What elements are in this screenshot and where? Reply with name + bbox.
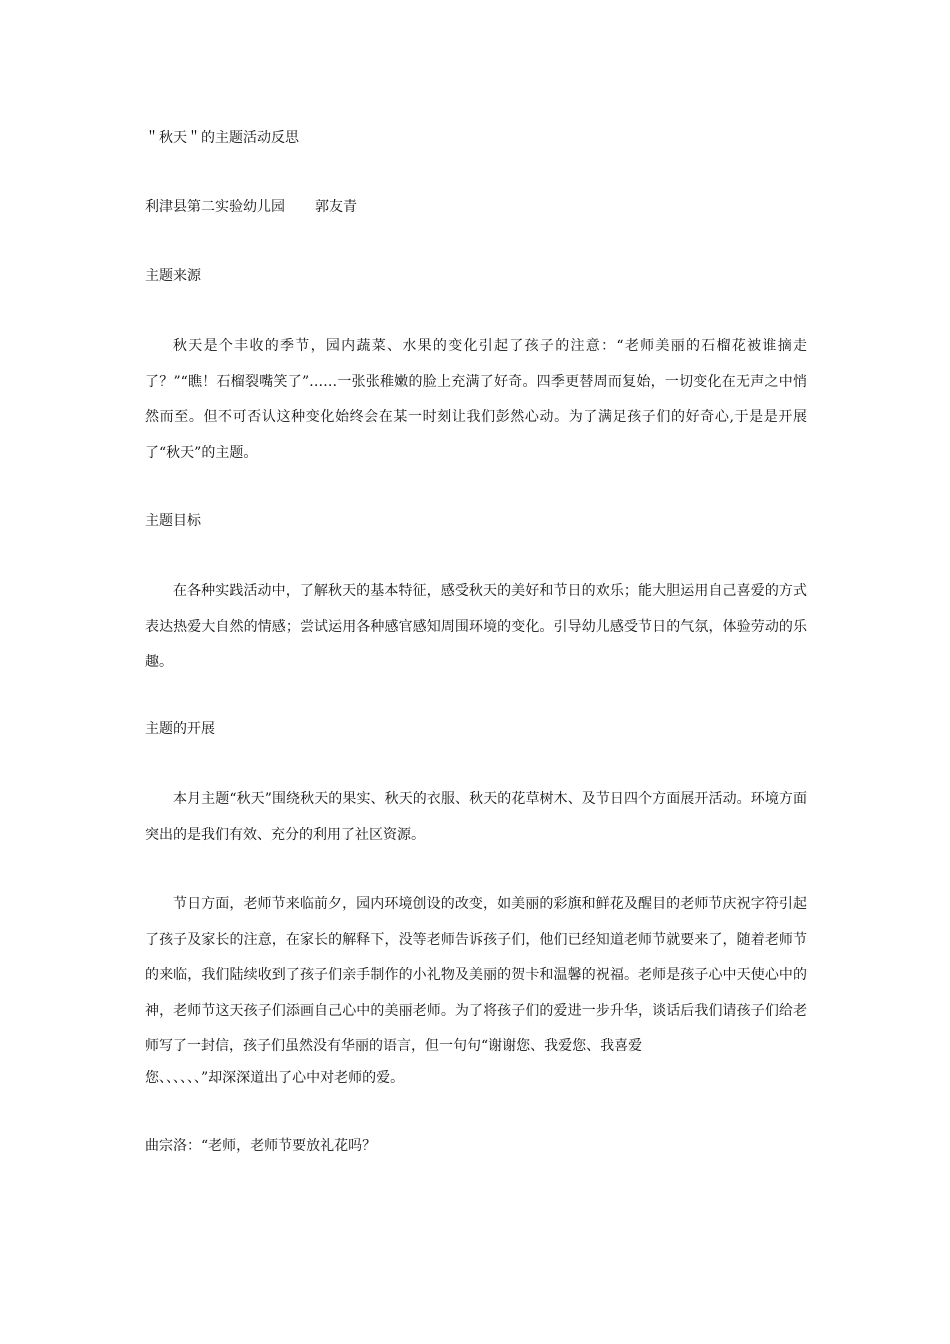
document-title: ＂秋天＂的主题活动反思 <box>145 130 299 146</box>
section-heading-development: 主题的开展 <box>145 721 215 737</box>
author-name: 郭友青 <box>315 199 357 215</box>
author-line <box>145 199 357 215</box>
author-organization: 利津县第二实验幼儿园 <box>145 199 285 215</box>
dialogue-line: 曲宗洛：“老师，老师节要放礼花吗？ <box>145 1138 377 1154</box>
section-heading-goal: 主题目标 <box>145 513 201 529</box>
paragraph-goal: 在各种实践活动中，了解秋天的基本特征，感受秋天的美好和节日的欢乐；能大胆运用自己喜爱的方式表达热爱大自然的情感；尝试运用各种感官感知周围环境的变化。引导幼儿感受节日的气氛，体验劳动的乐趣。 <box>145 583 807 670</box>
paragraph-festival: 节日方面，老师节来临前夕，园内环境创设的改变，如美丽的彩旗和鲜花及醒目的老师节庆祝字符引起了孩子及家长的注意，在家长的解释下，没等老师告诉孩子们，他们已经知道老师节就要来了，随着老师节的来临，我们陆续收到了孩子们亲手制作的小礼物及美丽的贺卡和温馨的祝福。老师是孩子心中天使心中的神，老师节这天孩子们添画自己心中的美丽老师。为了将孩子们的爱进一步升华，谈话后我们请孩子们给老师写了一封信，孩子们虽然没有华丽的语言，但一句句“谢谢您、我爱您、我喜爱 <box>145 896 807 1054</box>
paragraph-source: 秋天是个丰收的季节，园内蔬菜、水果的变化引起了孩子的注意：“老师美丽的石榴花被谁摘走了？”“瞧！石榴裂嘴笑了”……一张张稚嫩的脸上充满了好奇。四季更替周而复始，一切变化在无声之中悄然而至。但不可否认这种变化始终会在某一时刻让我们彭然心动。为了满足孩子们的好奇心,于是是开展了“秋天”的主题。 <box>145 338 807 461</box>
section-heading-source: 主题来源 <box>145 268 201 284</box>
paragraph-festival-tail: 您、、、、、、”却深深道出了心中对老师的爱。 <box>145 1070 405 1086</box>
paragraph-development: 本月主题“秋天”围绕秋天的果实、秋天的衣服、秋天的花草树木、及节日四个方面展开活动。环境方面突出的是我们有效、充分的利用了社区资源。 <box>145 791 807 843</box>
